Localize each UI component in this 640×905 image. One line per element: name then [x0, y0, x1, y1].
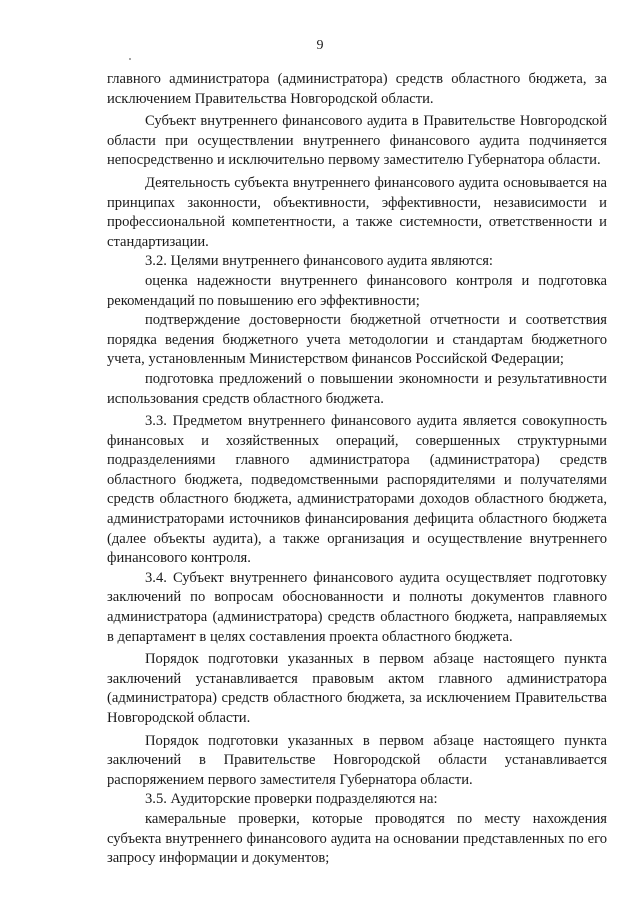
paragraph-section-3-3: 3.3. Предметом внутреннего финансового аудита является совокупность финансовых и хозяйственных операций, совершенных структурными подразделениями главного администратора (администратора) средств областного бюджета, подведомственными распорядителями и получателями средств областного бюджета, администраторами доходов областного бюджета, администраторами источников финансирования дефицита областного бюджета (далее объекты аудита), а также организация и осуществление внутреннего финансового контроля.	[107, 413, 607, 567]
page-number: 9	[316, 38, 324, 53]
paragraph-procedure-1: Порядок подготовки указанных в первом абзаце настоящего пункта заключений устанавливается правовым актом главного администратора (администратора) средств областного бюджета, за исключением Правительства Новгородской области.	[107, 651, 607, 726]
paragraph-goal-2: подтверждение достоверности бюджетной отчетности и соответствия порядка ведения бюджетного учета методологии и стандартам бюджетного учета, установленным Министерством финансов Российской Федерации;	[107, 312, 607, 368]
paragraph-section-3-4: 3.4. Субъект внутреннего финансового аудита осуществляет подготовку заключений по вопросам обоснованности и полноты документов главного администратора (администратора) средств областного бюджета, направляемых в департамент в целях составления проекта областного бюджета.	[107, 569, 607, 645]
paragraph-principles: Деятельность субъекта внутреннего финансового аудита основывается на принципах законности, объективности, эффективности, независимости и профессиональной компетентности, а также системности, ответственности и стандартизации.	[107, 174, 607, 250]
scan-speck	[129, 58, 131, 60]
paragraph-continuation: главного администратора (администратора) средств областного бюджета, за исключением Правительства Новгородской области.	[107, 71, 607, 107]
paragraph-procedure-2: Порядок подготовки указанных в первом абзаце настоящего пункта заключений в Правительстве Новгородской области устанавливается распоряжением первого заместителя Губернатора области.	[107, 732, 607, 788]
paragraph-section-3-5: 3.5. Аудиторские проверки подразделяются на:	[145, 791, 438, 808]
document-body	[107, 70, 607, 869]
paragraph-desk-audits: камеральные проверки, которые проводятся по месту нахождения субъекта внутреннего финансового аудита на основании представленных по его запросу информации и документов;	[107, 810, 607, 867]
paragraph-section-3-2: 3.2. Целями внутреннего финансового аудита являются:	[145, 253, 493, 270]
paragraph-goal-1: оценка надежности внутреннего финансового контроля и подготовка рекомендаций по повышению его эффективности;	[107, 272, 607, 309]
paragraph-goal-3: подготовка предложений о повышении экономности и результативности использования средств областного бюджета.	[107, 370, 607, 407]
paragraph-subject-subordination: Субъект внутреннего финансового аудита в Правительстве Новгородской области при осуществлении внутреннего финансового аудита подчиняется непосредственно и исключительно первому заместителю Губернатора области.	[107, 113, 607, 169]
